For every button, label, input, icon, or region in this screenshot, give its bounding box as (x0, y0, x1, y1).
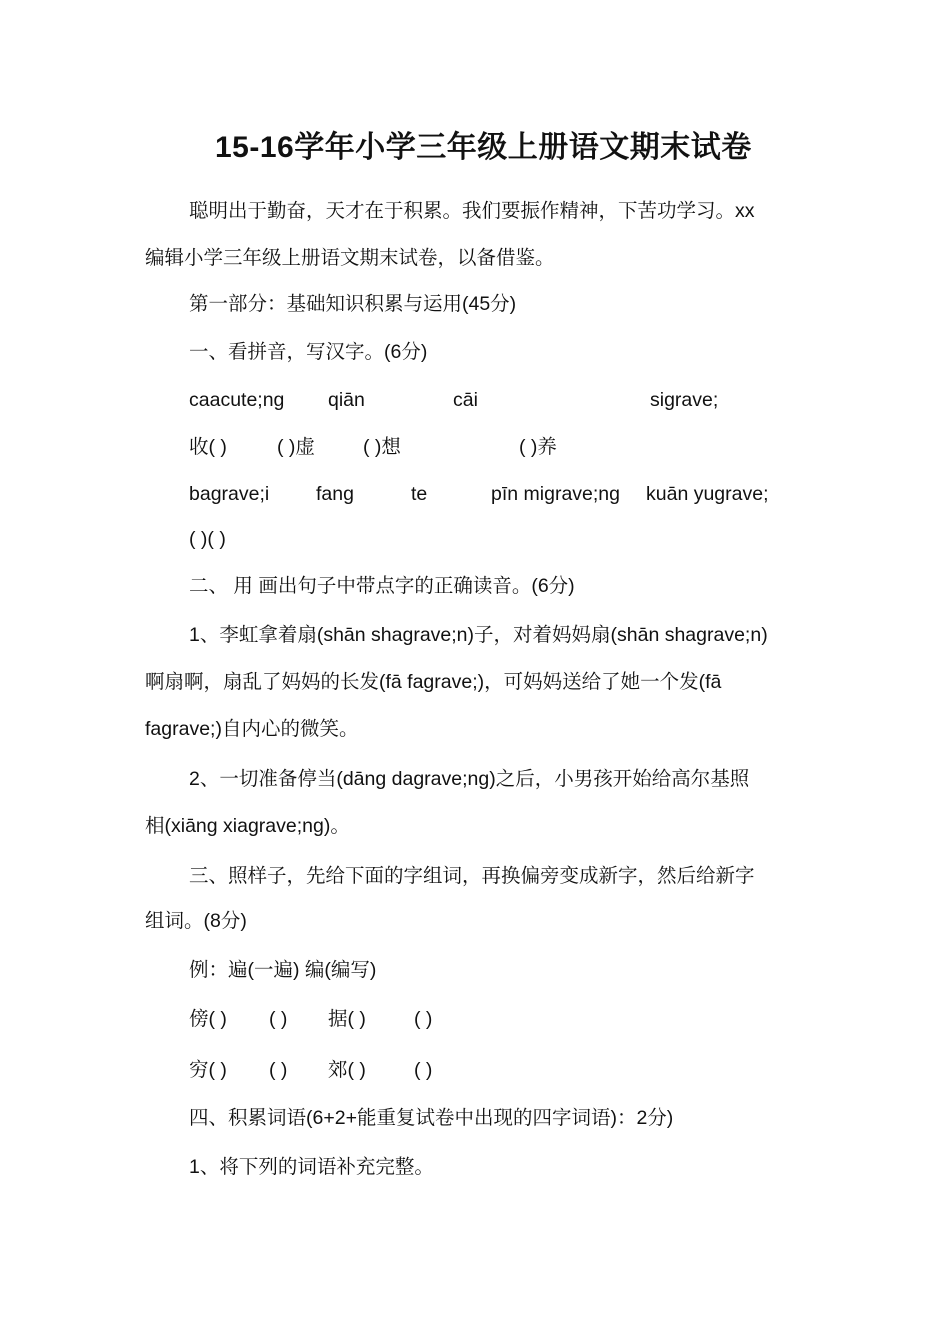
pinyin-item: caacute;ng (189, 389, 285, 411)
answer-blank: ( ) (414, 1059, 433, 1081)
q4-heading: 四、积累词语(6+2+能重复试卷中出现的四字词语)：2分) (189, 1107, 674, 1129)
q2-sentence-1-line-3: fagrave;)自内心的微笑。 (145, 718, 359, 740)
answer-blank: 据( ) (328, 1008, 366, 1030)
q1-chars-row-2: ( )( ) (189, 528, 226, 550)
pinyin-item: qiān (328, 389, 365, 411)
intro-line-2: 编辑小学三年级上册语文期末试卷，以备借鉴。 (145, 247, 555, 269)
answer-blank: ( ) (269, 1008, 288, 1030)
pinyin-item: bagrave;i (189, 483, 270, 505)
q4-sub-1: 1、将下列的词语补充完整。 (189, 1156, 434, 1178)
part-heading: 第一部分：基础知识积累与运用(45分) (189, 293, 517, 315)
q2-sentence-1-line-1: 1、李虹拿着扇(shān shagrave;n)子，对着妈妈扇(shān shagrave;n) (189, 624, 768, 646)
answer-blank: 傍( ) (189, 1008, 227, 1030)
q3-heading-line-1: 三、照样子，先给下面的字组词，再换偏旁变成新字，然后给新字 (189, 865, 755, 887)
page-title: 15-16学年小学三年级上册语文期末试卷 (215, 131, 752, 164)
answer-blank: 郊( ) (328, 1059, 366, 1081)
q3-example: 例：遍(一遍) 编(编写) (189, 959, 377, 981)
pinyin-item: cāi (453, 389, 478, 411)
answer-blank: ( )养 (519, 436, 557, 458)
intro-line-1: 聪明出于勤奋，天才在于积累。我们要振作精神，下苦功学习。xx (189, 200, 755, 222)
pinyin-item: pīn migrave;ng (491, 483, 620, 505)
answer-blank: ( ) (269, 1059, 288, 1081)
answer-blank: 收( ) (189, 436, 227, 458)
answer-blank: 穷( ) (189, 1059, 227, 1081)
q2-sentence-2-line-2: 相(xiāng xiagrave;ng)。 (145, 815, 350, 837)
q3-heading-line-2: 组词。(8分) (145, 910, 247, 932)
q2-sentence-1-line-2: 啊扇啊，扇乱了妈妈的长发(fā fagrave;)，可妈妈送给了她一个发(fā (145, 671, 722, 693)
answer-blank: ( ) (414, 1008, 433, 1030)
pinyin-item: kuān yugrave; (646, 483, 769, 505)
pinyin-item: fang (316, 483, 354, 505)
q2-heading: 二、 用 画出句子中带点字的正确读音。(6分) (189, 575, 575, 597)
q1-heading: 一、看拼音，写汉字。(6分) (189, 341, 428, 363)
pinyin-item: te (411, 483, 428, 505)
answer-blank: ( )虚 (277, 436, 315, 458)
answer-blank: ( )想 (363, 436, 401, 458)
pinyin-item: sigrave; (650, 389, 719, 411)
q2-sentence-2-line-1: 2、一切准备停当(dāng dagrave;ng)之后，小男孩开始给高尔基照 (189, 768, 750, 790)
